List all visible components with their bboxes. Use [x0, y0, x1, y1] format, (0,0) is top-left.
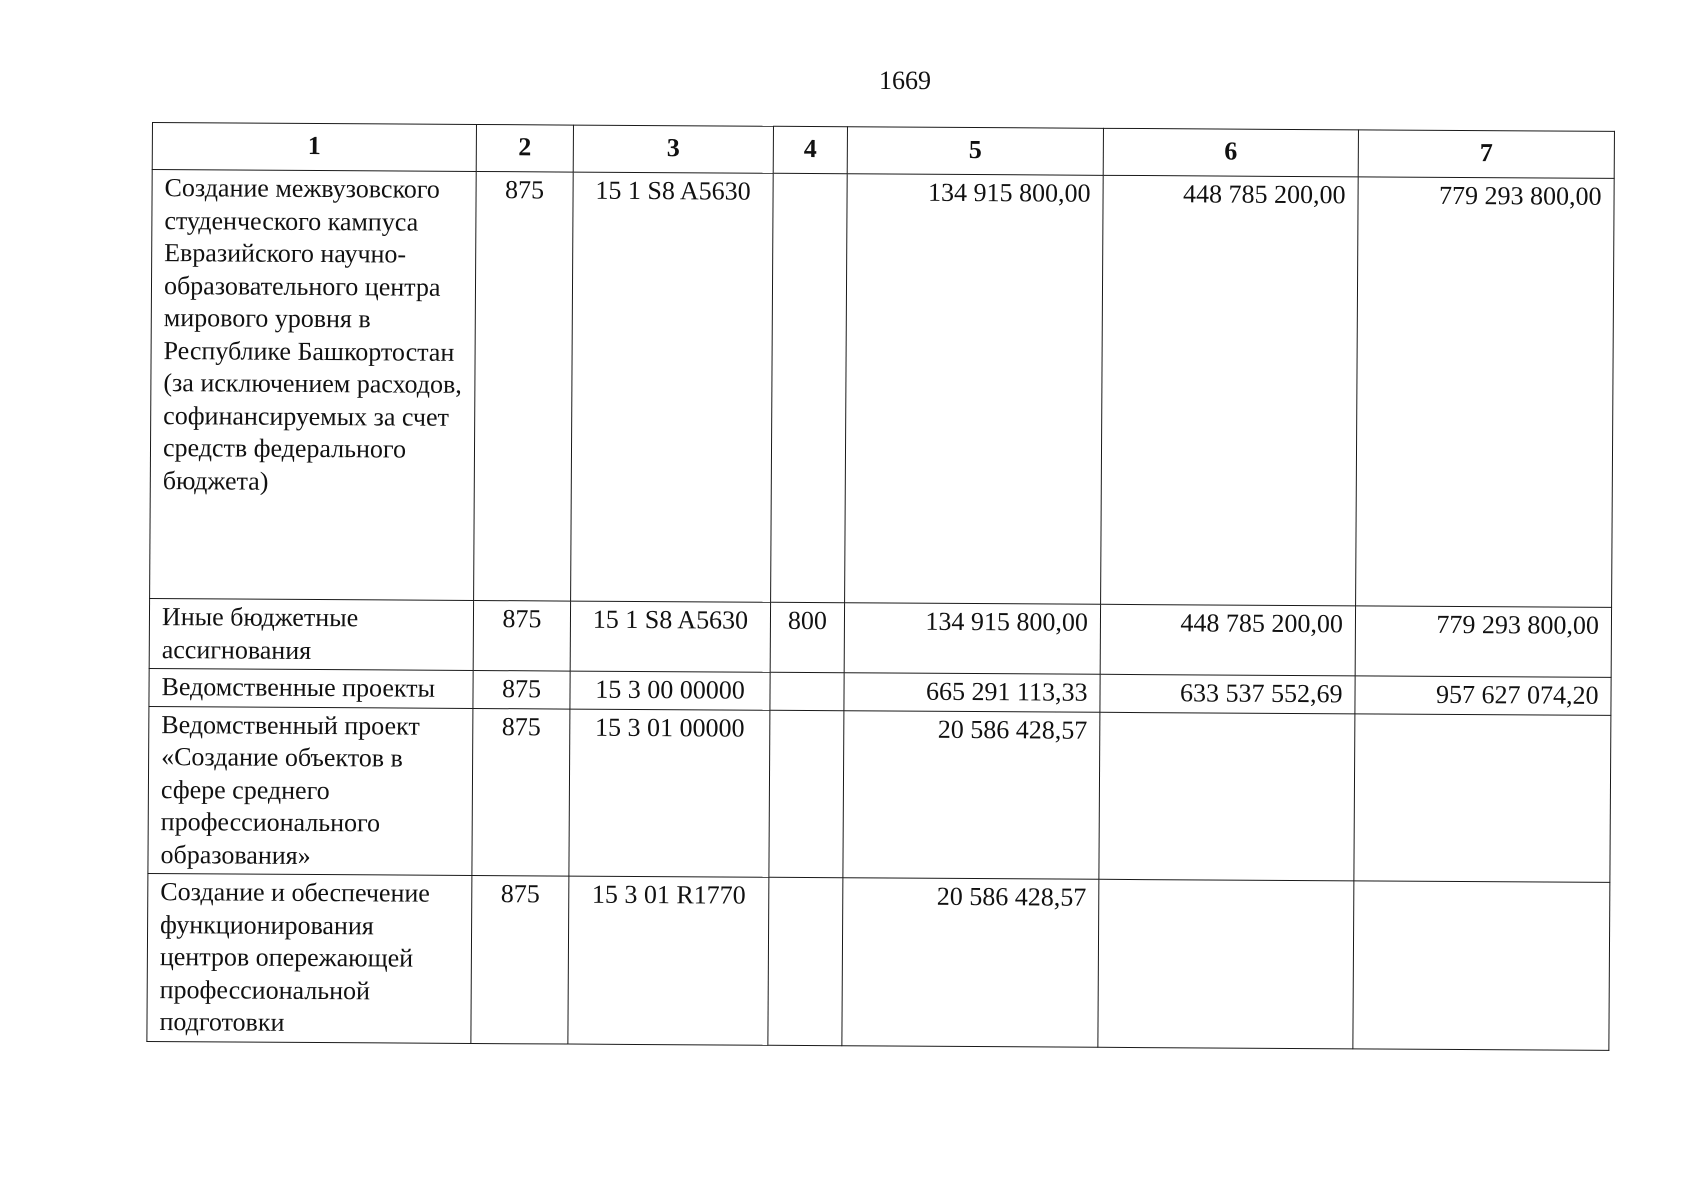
row-amount-3	[1353, 881, 1610, 1050]
row-amount-3: 779 293 800,00	[1355, 606, 1611, 678]
row-amount-2	[1098, 879, 1354, 1048]
row-ministry: 875	[471, 875, 569, 1043]
row-name: Ведомственные проекты	[149, 668, 473, 707]
row-amount-2: 448 785 200,00	[1100, 604, 1355, 676]
row-kind	[768, 877, 843, 1045]
budget-table	[146, 122, 1615, 1050]
row-ministry: 875	[474, 171, 574, 601]
row-amount-3: 957 627 074,20	[1355, 676, 1611, 715]
row-ministry: 875	[472, 708, 570, 876]
header-col-6: 6	[1103, 128, 1358, 177]
header-col-3: 3	[573, 125, 773, 173]
row-amount-3: 779 293 800,00	[1356, 177, 1615, 608]
row-code: 15 1 S8 A5630	[571, 172, 774, 602]
header-col-1: 1	[152, 123, 476, 172]
row-amount-3	[1354, 713, 1611, 882]
row-ministry: 875	[473, 600, 570, 671]
row-name: Создание и обеспечение функционирования центров опережающей профессиональной подготовки	[147, 873, 472, 1042]
row-amount-2	[1099, 712, 1355, 881]
row-kind	[769, 710, 844, 878]
row-amount-1: 134 915 800,00	[844, 603, 1100, 675]
row-code: 15 1 S8 A5630	[570, 601, 770, 672]
row-kind: 800	[770, 602, 844, 672]
row-amount-1: 134 915 800,00	[845, 174, 1104, 605]
header-col-7: 7	[1358, 130, 1614, 179]
row-kind	[770, 672, 844, 710]
table-row	[149, 598, 1611, 677]
row-name: Создание межвузовского студенческого кампуса Евразийского научно-образовательного центра мирового уровня в Республике Башкортостан (за исключением расходов, софинансируемых за счет средств федерального бюджета)	[150, 170, 477, 601]
row-amount-2: 633 537 552,69	[1100, 674, 1355, 713]
table-row	[147, 873, 1610, 1049]
row-amount-1: 20 586 428,57	[842, 878, 1099, 1047]
row-name: Иные бюджетные ассигнования	[149, 598, 473, 670]
row-amount-1: 665 291 113,33	[844, 673, 1100, 712]
table-row	[150, 170, 1615, 608]
row-amount-2: 448 785 200,00	[1101, 175, 1359, 606]
header-col-2: 2	[476, 124, 573, 172]
row-kind	[771, 173, 848, 602]
page-number: 1669	[879, 66, 931, 95]
header-col-5: 5	[847, 127, 1103, 176]
row-code: 15 3 00 00000	[570, 671, 770, 710]
table-row	[148, 706, 1611, 882]
row-code: 15 3 01 00000	[569, 709, 770, 878]
row-name: Ведомственный проект «Создание объектов в сфере среднего профессионального образования»	[148, 706, 473, 875]
row-code: 15 3 01 R1770	[568, 876, 769, 1045]
row-ministry: 875	[473, 670, 570, 708]
row-amount-1: 20 586 428,57	[843, 710, 1100, 879]
header-col-4: 4	[773, 126, 847, 173]
